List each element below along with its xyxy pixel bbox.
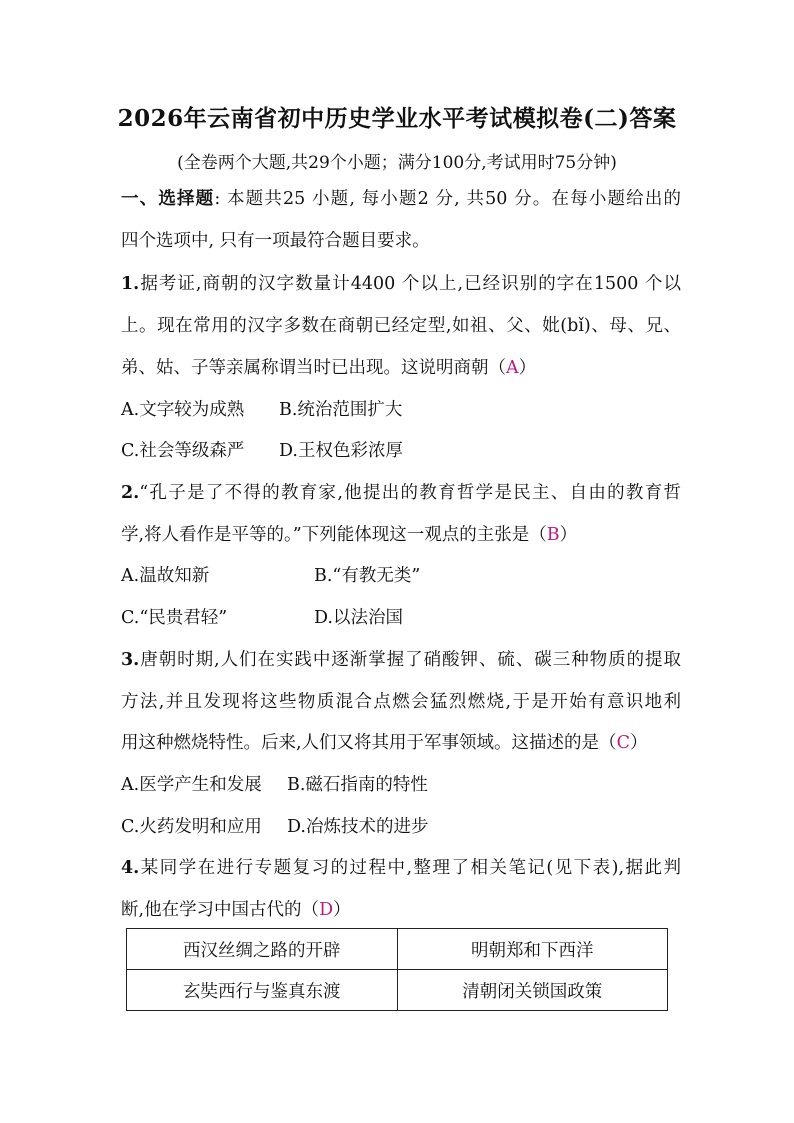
question-1-options-row-1 (121, 398, 681, 422)
question-2-text-2: 学,将人看作是平等的。”下列能体现这一观点的主张是（ (121, 525, 547, 545)
table-cell: 玄奘西行与鉴真东渡 (127, 970, 398, 1011)
q1-option-d: D.王权色彩浓厚 (279, 441, 403, 461)
question-4-line-2 (121, 898, 681, 922)
q2-option-a: A.温故知新 (121, 566, 210, 586)
question-1-line-2: 上。现在常用的汉字多数在商朝已经定型,如祖、父、妣(bǐ)、母、兄、 (121, 316, 681, 336)
question-4-number: 4. (121, 858, 140, 878)
q1-option-a: A.文字较为成熟 (121, 400, 245, 420)
q3-option-d: D.冶炼技术的进步 (287, 817, 429, 837)
question-3-close-paren: ） (629, 733, 648, 753)
question-2-options-row-1 (121, 564, 681, 588)
question-3-line-3 (121, 731, 681, 755)
question-1-line-3 (121, 356, 681, 380)
page-title: 2026年云南省初中历史学业水平考试模拟卷(二)答案 (117, 105, 677, 132)
table-row (127, 970, 668, 1011)
question-3-answer: C (616, 733, 630, 753)
question-3-line-1 (121, 648, 681, 672)
question-3-number: 3. (121, 650, 140, 670)
question-2-close-paren: ） (559, 525, 578, 545)
q1-option-b: B.统治范围扩大 (279, 400, 403, 420)
section-instructions-text: : 本题共25 小题, 每小题2 分, 共50 分。在每小题给出的 (214, 189, 681, 209)
section-instructions-line-2: 四个选项中, 只有一项最符合题目要求。 (121, 231, 430, 251)
q2-option-b: B.“有教无类” (314, 566, 421, 586)
q2-option-d: D.以法治国 (314, 608, 403, 628)
question-3-text-3: 用这种燃烧特性。后来,人们又将其用于军事领域。这描述的是（ (121, 733, 617, 753)
question-2-line-2 (121, 523, 681, 547)
question-2-line-1 (121, 481, 681, 505)
question-1-text-1: 据考证,商朝的汉字数量计4400 个以上,已经识别的字在1500 个以 (139, 274, 681, 294)
question-3-options-row-1 (121, 773, 681, 797)
question-2-number: 2. (121, 483, 140, 503)
q1-option-c: C.社会等级森严 (121, 441, 245, 461)
question-1-text-3: 弟、姑、子等亲属称谓当时已出现。这说明商朝（ (121, 358, 506, 378)
q3-option-c: C.火药发明和应用 (121, 817, 262, 837)
table-row (127, 929, 668, 970)
question-1-number: 1. (121, 274, 140, 294)
question-1-answer: A (506, 358, 519, 378)
table-cell: 清朝闭关锁国政策 (397, 970, 668, 1011)
question-3-line-2: 方法,并且发现将这些物质混合点燃会猛烈燃烧,于是开始有意识地利 (121, 692, 681, 712)
q2-option-c: C.“民贵君轻” (121, 608, 228, 628)
exam-info: (全卷两个大题,共29个小题；满分100分,考试用时75分钟) (177, 153, 617, 173)
question-1-close-paren: ） (518, 358, 537, 378)
notes-table (126, 928, 668, 1011)
question-4-line-1 (121, 856, 681, 880)
question-4-close-paren: ） (333, 900, 351, 920)
question-1-options-row-2 (121, 439, 681, 463)
q3-option-b: B.磁石指南的特性 (287, 775, 428, 795)
question-2-answer: B (546, 525, 560, 545)
question-2-text-1: “孔子是了不得的教育家,他提出的教育哲学是民主、自由的教育哲 (139, 483, 681, 503)
question-4-answer: D (319, 900, 334, 920)
question-3-options-row-2 (121, 815, 681, 839)
question-1-line-1 (121, 272, 681, 296)
question-2-options-row-2 (121, 606, 681, 630)
section-instructions-line-1 (121, 187, 681, 211)
table-cell: 西汉丝绸之路的开辟 (127, 929, 398, 970)
question-4-text-1: 某同学在进行专题复习的过程中,整理了相关笔记(见下表),据此判 (139, 858, 681, 878)
section-heading: 一、选择题 (121, 189, 215, 209)
question-3-text-1: 唐朝时期,人们在实践中逐渐掌握了硝酸钾、硫、碳三种物质的提取 (139, 650, 681, 670)
table-cell: 明朝郑和下西洋 (397, 929, 668, 970)
q3-option-a: A.医学产生和发展 (121, 775, 262, 795)
question-4-text-2: 断,他在学习中国古代的（ (121, 900, 320, 920)
